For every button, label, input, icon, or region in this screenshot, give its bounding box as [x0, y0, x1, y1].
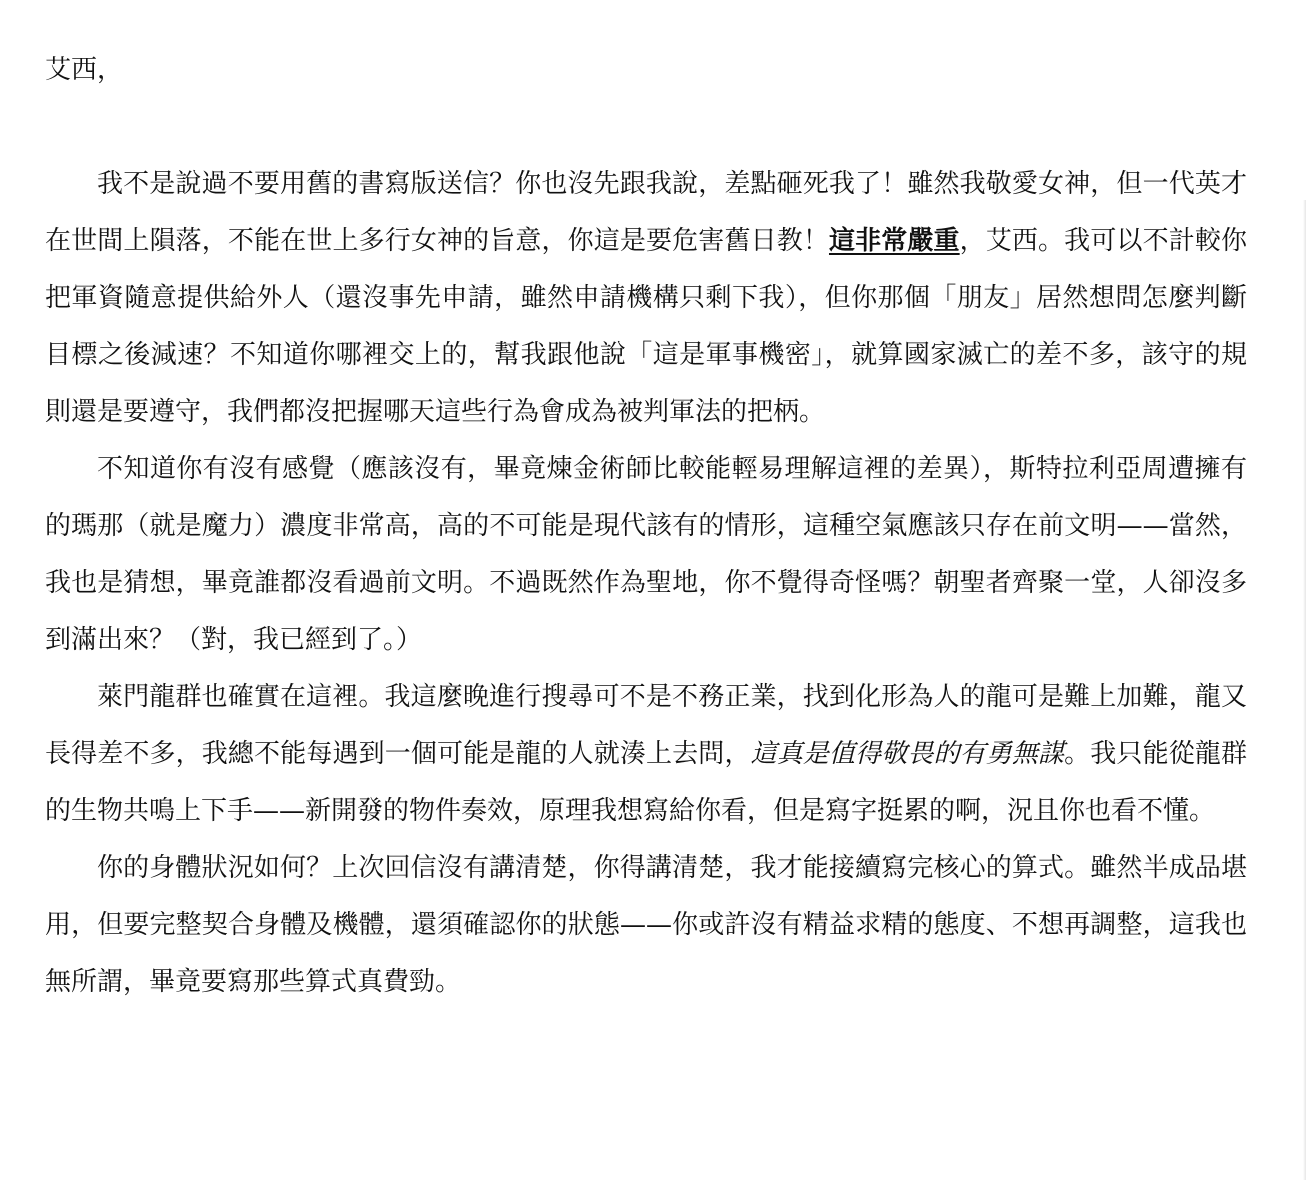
paragraph-3-italic-emphasis: 這真是值得敬畏的有勇無謀 — [750, 739, 1065, 769]
letter-greeting: 艾西， — [45, 55, 124, 85]
letter-paragraph-3 — [45, 669, 1247, 840]
paragraph-1-text-after: ，艾西。我可以不計較你把軍資隨意提供給外人（還沒事先申請，雖然申請機構只剩下我），但你那個「朋友」居然想問怎麼判斷目標之後減速？不知道你哪裡交上的，幫我跟他說「這是軍事機密」，就算國家滅亡的差不多，該守的規則還是要遵守，我們都沒把握哪天這些行為會成為被判軍法的把柄。 — [45, 226, 1247, 427]
paragraph-1-underlined-emphasis: 這非常嚴重 — [828, 226, 960, 256]
letter-body — [45, 42, 1247, 1011]
paragraph-3-text-before: 萊門龍群也確實在這裡。我這麼晚進行搜尋可不是不務正業，找到化形為人的龍可是難上加難，龍又長得差不多，我總不能每遇到一個可能是龍的人就湊上去問， — [45, 682, 1247, 769]
letter-paragraph-2: 不知道你有沒有感覺（應該沒有，畢竟煉金術師比較能輕易理解這裡的差異），斯特拉利亞周遭擁有的瑪那（就是魔力）濃度非常高，高的不可能是現代該有的情形，這種空氣應該只存在前文明——當然，我也是猜想，畢竟誰都沒看過前文明。不過既然作為聖地，你不覺得奇怪嗎？朝聖者齊聚一堂，人卻沒多到滿出來？（對，我已經到了。） — [45, 454, 1247, 655]
paragraph-1-text-before: 我不是說過不要用舊的書寫版送信？你也沒先跟我說，差點砸死我了！雖然我敬愛女神，但一代英才在世間上隕落，不能在世上多行女神的旨意，你這是要危害舊日教！ — [45, 169, 1247, 256]
letter-paragraph-1 — [45, 156, 1247, 441]
letter-paragraph-4: 你的身體狀況如何？上次回信沒有講清楚，你得講清楚，我才能接續寫完核心的算式。雖然半成品堪用，但要完整契合身體及機體，還須確認你的狀態——你或許沒有精益求精的態度、不想再調整，這我也無所謂，畢竟要寫那些算式真費勁。 — [45, 853, 1247, 997]
paragraph-3-text-after: 。我只能從龍群的生物共鳴上下手——新開發的物件奏效，原理我想寫給你看，但是寫字挺累的啊，況且你也看不懂。 — [45, 739, 1247, 826]
